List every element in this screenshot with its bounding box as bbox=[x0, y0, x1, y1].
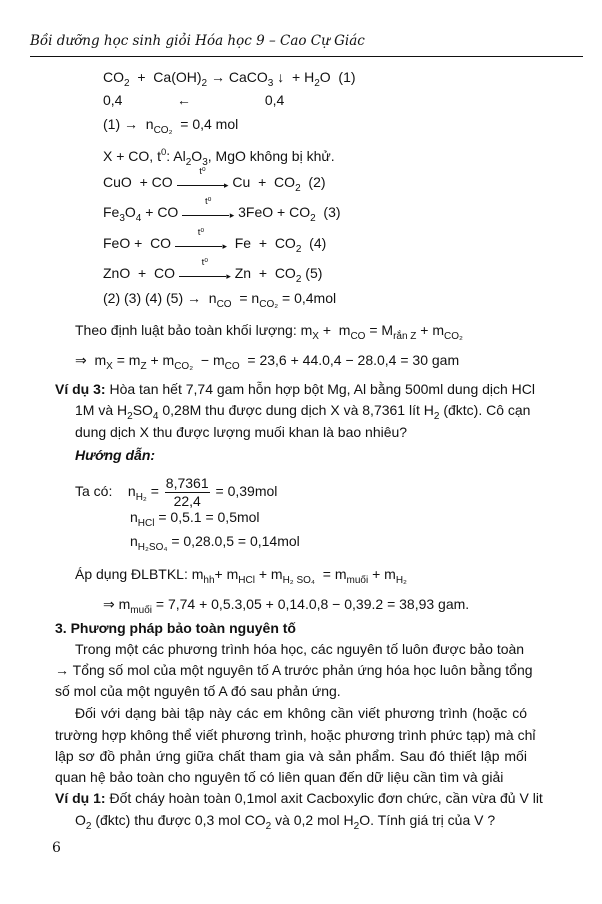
text-segment: + m bbox=[254, 566, 283, 582]
text-line bbox=[103, 91, 284, 109]
arrow-head-icon: ▸ bbox=[222, 241, 227, 252]
text-segment: + Ca(OH) bbox=[129, 69, 202, 85]
subscript: 2 bbox=[295, 274, 302, 285]
text-segment: SO bbox=[132, 402, 153, 418]
text-segment: (4) bbox=[301, 235, 327, 251]
subscript: muối bbox=[130, 605, 152, 616]
text-line bbox=[55, 789, 543, 807]
text-segment: O bbox=[75, 812, 86, 828]
text-segment: + CO bbox=[141, 204, 183, 220]
text-line bbox=[103, 115, 238, 140]
subscript: H₂SO₄ bbox=[137, 542, 168, 553]
text-segment: + m bbox=[146, 352, 175, 368]
arrow-shaft bbox=[175, 246, 222, 247]
subscript: hh bbox=[203, 575, 215, 586]
text-segment: (1) → n bbox=[103, 116, 154, 132]
text-segment: (3) bbox=[315, 204, 341, 220]
subscript: CO₂ bbox=[174, 361, 194, 372]
text-segment: O. Tính giá trị của V ? bbox=[359, 812, 496, 828]
arrow-shaft bbox=[182, 215, 229, 216]
text-segment: + m bbox=[318, 322, 351, 338]
text-segment: + m bbox=[416, 322, 445, 338]
text-segment: Hòa tan hết 7,74 gam hỗn hợp bột Mg, Al bằng 500ml dung dịch HCl bbox=[105, 381, 536, 397]
subscript: X bbox=[312, 331, 319, 342]
subscript: 2 bbox=[433, 411, 440, 422]
text-segment: = 0,4mol bbox=[278, 290, 337, 306]
bold-label: Ví dụ 1: bbox=[55, 790, 106, 806]
text-line bbox=[103, 68, 356, 93]
reaction-arrow-icon bbox=[179, 257, 231, 282]
text-segment: dung dịch X thu được lượng muối khan là bao nhiêu? bbox=[75, 424, 408, 440]
running-header: Bồi dưỡng học sinh giỏi Hóa học 9 – Cao Cự Giác bbox=[30, 33, 365, 49]
subscript: 2 bbox=[124, 78, 130, 89]
fraction-numerator: 8,7361 bbox=[165, 475, 209, 491]
text-line bbox=[75, 640, 524, 658]
arrow-condition: t⁰ bbox=[199, 166, 206, 178]
text-line bbox=[75, 351, 459, 376]
text-segment: (2) (3) (4) (5) → n bbox=[103, 290, 217, 306]
text-segment: = m bbox=[112, 352, 141, 368]
text-segment: + m bbox=[214, 566, 239, 582]
text-line bbox=[103, 257, 323, 289]
text-segment: O (1) bbox=[319, 69, 356, 85]
reaction-arrow-icon bbox=[175, 227, 227, 252]
text-segment: , MgO không bị khử. bbox=[207, 148, 335, 164]
bold-label: 3. Phương pháp bảo toàn nguyên tố bbox=[55, 620, 296, 636]
text-segment: O bbox=[124, 204, 136, 220]
subscript: 2 bbox=[127, 411, 133, 422]
text-segment: (đktc) thu được 0,3 mol CO bbox=[91, 812, 266, 828]
subscript: H₂ bbox=[395, 575, 407, 586]
subscript: HCl bbox=[238, 575, 255, 586]
text-segment: = 0,28.0,5 = 0,14mol bbox=[167, 533, 300, 549]
text-segment: FeO + CO bbox=[103, 235, 175, 251]
text-segment: số mol của một nguyên tố A đó sau phản ứng. bbox=[55, 683, 341, 699]
text-segment: Áp dụng ĐLBTKL: m bbox=[75, 566, 204, 582]
subscript: 2 bbox=[295, 244, 302, 255]
text-segment: 1M và H bbox=[75, 402, 128, 418]
text-segment: + m bbox=[368, 566, 396, 582]
subscript: 2 bbox=[310, 213, 316, 224]
text-segment: 3FeO + CO bbox=[234, 204, 311, 220]
text-segment: và 0,2 mol H bbox=[271, 812, 354, 828]
text-segment: 0,28M thu được dung dịch X và 8,7361 lít H bbox=[158, 402, 434, 418]
text-segment: lập sơ đồ phản ứng giữa chất tham gia và sản phẩm. Sau đó thiết lập mối bbox=[55, 748, 527, 764]
text-line bbox=[103, 166, 326, 198]
text-segment: = 0,5.1 = 0,5mol bbox=[154, 509, 260, 525]
text-line bbox=[55, 768, 503, 786]
text-segment: n bbox=[130, 533, 138, 549]
fraction bbox=[165, 476, 210, 509]
text-segment: quan hệ bảo toàn cho nguyên tố có liên quan đến dữ liệu cần tìm và giải bbox=[55, 769, 504, 785]
text-segment: Zn + CO bbox=[230, 265, 296, 281]
text-line bbox=[103, 196, 341, 228]
text-segment: = 0,4 mol bbox=[172, 116, 239, 132]
text-line bbox=[103, 595, 469, 620]
subscript: 2 bbox=[185, 157, 192, 168]
text-line bbox=[55, 747, 527, 765]
subscript: CO bbox=[224, 361, 240, 372]
text-line bbox=[75, 704, 527, 722]
subscript: 4 bbox=[135, 213, 142, 224]
superscript: 0 bbox=[160, 147, 167, 158]
text-segment: = 7,74 + 0,5.3,05 + 0,14.0,8 − 0,39.2 = 38,93 gam. bbox=[151, 596, 470, 612]
text-segment: Đốt cháy hoàn toàn 0,1mol axit Cacboxylic đơn chức, cần vừa đủ V lit bbox=[105, 790, 543, 806]
arrow-shaft bbox=[179, 276, 226, 277]
subscript: Z bbox=[140, 361, 147, 372]
text-line bbox=[55, 726, 535, 744]
text-line bbox=[130, 532, 300, 557]
subscript: 2 bbox=[201, 78, 208, 89]
arrow-head-icon: ▸ bbox=[229, 210, 235, 221]
text-segment: → CaCO bbox=[207, 69, 268, 85]
text-segment: Cu + CO bbox=[228, 174, 296, 190]
text-segment: Theo định luật bảo toàn khối lượng: m bbox=[75, 322, 313, 338]
arrow-shaft bbox=[177, 185, 224, 186]
page-number: 6 bbox=[52, 840, 61, 856]
text-segment: 0,4 ← 0,4 bbox=[103, 92, 285, 108]
subscript: 3 bbox=[119, 213, 125, 224]
text-segment: ↓ + H bbox=[273, 69, 315, 85]
text-line bbox=[103, 289, 336, 314]
text-segment: Fe + CO bbox=[226, 235, 296, 251]
text-segment: CO bbox=[103, 69, 124, 85]
subscript: 4 bbox=[152, 411, 159, 422]
text-line bbox=[75, 565, 407, 590]
reaction-arrow-icon bbox=[177, 166, 229, 191]
text-segment: n bbox=[130, 509, 138, 525]
text-line bbox=[75, 321, 463, 346]
text-line bbox=[130, 508, 260, 533]
text-segment: CuO + CO bbox=[103, 174, 177, 190]
text-segment: = M bbox=[365, 322, 394, 338]
arrow-head-icon: ▸ bbox=[226, 271, 231, 282]
text-line bbox=[75, 423, 407, 441]
text-segment: = bbox=[146, 483, 163, 500]
subscript: CO bbox=[216, 299, 232, 310]
subscript: 2 bbox=[85, 821, 92, 832]
text-segment: − m bbox=[193, 352, 225, 368]
text-segment: Trong một các phương trình hóa học, các nguyên tố luôn được bảo toàn bbox=[75, 641, 525, 657]
text-line bbox=[75, 811, 495, 836]
subscript: rắn Z bbox=[393, 331, 417, 342]
text-segment: Đối với dạng bài tập này các em không cần viết phương trình (hoặc có bbox=[75, 705, 528, 721]
arrow-condition: t⁰ bbox=[204, 196, 212, 208]
subscript: HCl bbox=[137, 518, 155, 529]
text-segment: O bbox=[191, 148, 203, 164]
subscript: 2 bbox=[295, 183, 301, 194]
text-segment: → Tổng số mol của một nguyên tố A trước phản ứng hóa học luôn bằng tổng bbox=[55, 662, 533, 678]
text-segment: ZnO + CO bbox=[103, 265, 179, 281]
text-segment: (đktc). Cô cạn bbox=[439, 402, 531, 418]
text-segment: ⇒ m bbox=[75, 352, 107, 368]
text-segment: = m bbox=[314, 566, 347, 582]
text-line bbox=[55, 380, 535, 398]
subscript: H₂ SO₄ bbox=[282, 575, 315, 586]
subscript: 2 bbox=[265, 821, 272, 832]
subscript: 2 bbox=[314, 78, 320, 89]
text-segment: (2) bbox=[300, 174, 326, 190]
text-segment: = 0,39mol bbox=[211, 483, 278, 500]
subscript: H₂ bbox=[135, 492, 147, 504]
text-line bbox=[75, 476, 277, 509]
text-segment: : Al bbox=[166, 148, 186, 164]
header-rule bbox=[30, 56, 583, 57]
text-segment: Ta có: n bbox=[75, 483, 136, 500]
text-segment: ⇒ m bbox=[103, 596, 131, 612]
subscript: X bbox=[106, 361, 113, 372]
text-line bbox=[103, 227, 327, 259]
subscript: 3 bbox=[202, 157, 208, 168]
text-segment: trường hợp không thể viết phương trình, hoặc phương trình phức tạp) mà chỉ bbox=[55, 727, 536, 743]
subscript: CO₂ bbox=[444, 331, 463, 342]
text-segment: = 23,6 + 44.0,4 − 28.0,4 = 30 gam bbox=[239, 352, 460, 368]
subscript: 3 bbox=[267, 78, 274, 89]
subscript: muối bbox=[346, 575, 369, 586]
arrow-head-icon: ▸ bbox=[224, 180, 229, 191]
bold-label: Ví dụ 3: bbox=[55, 381, 106, 397]
bold-label: Hướng dẫn: bbox=[75, 447, 156, 463]
arrow-condition: t⁰ bbox=[201, 257, 209, 269]
subscript: 2 bbox=[353, 821, 360, 832]
subscript: CO₂ bbox=[153, 125, 173, 136]
text-line bbox=[55, 661, 533, 679]
subscript: CO₂ bbox=[259, 299, 279, 310]
text-segment: Fe bbox=[103, 204, 120, 220]
reaction-arrow-icon bbox=[182, 196, 235, 221]
text-line bbox=[55, 619, 296, 637]
text-segment: = n bbox=[231, 290, 260, 306]
fraction-denominator: 22,4 bbox=[173, 493, 201, 509]
subscript: CO bbox=[350, 331, 366, 342]
text-segment: X + CO, t bbox=[103, 148, 161, 164]
text-line bbox=[55, 682, 341, 700]
text-segment: (5) bbox=[301, 265, 323, 281]
text-line bbox=[75, 446, 155, 464]
arrow-condition: t⁰ bbox=[197, 227, 205, 239]
